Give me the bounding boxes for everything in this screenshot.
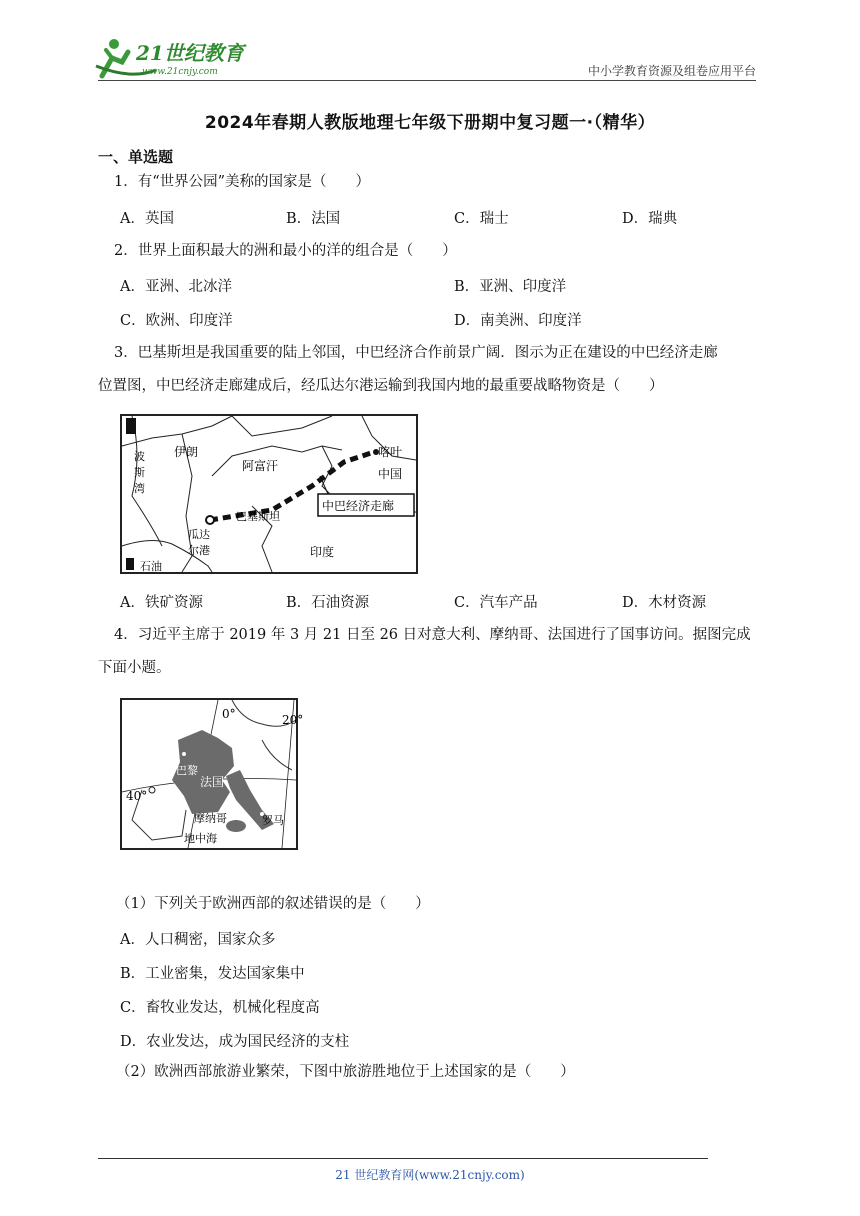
svg-text:地中海: 地中海 (184, 832, 217, 845)
q4-sub1-option-b: B．工业密集，发达国家集中 (120, 966, 305, 982)
q3-option-d: D．木材资源 (622, 595, 707, 611)
q4-sub2-stem: （2）欧洲西部旅游业繁荣，下图中旅游胜地位于上述国家的是（ ） (116, 1064, 575, 1080)
question-2-stem: 2．世界上面积最大的洲和最小的洋的组合是（ ） (114, 243, 457, 259)
q1-option-b: B．法国 (286, 211, 341, 227)
svg-text:www.21cnjy.com: www.21cnjy.com (142, 67, 218, 77)
svg-text:喀叶: 喀叶 (378, 445, 403, 459)
q4-sub1-option-d: D．农业发达，成为国民经济的支柱 (120, 1034, 350, 1050)
svg-text:40°: 40° (126, 789, 148, 803)
site-logo (92, 36, 262, 80)
page-title: 2024年春期人教版地理七年级下册期中复习题一·（精华） (204, 113, 656, 133)
section-heading: 一、单选题 (98, 148, 174, 166)
footer-link[interactable]: 21 世纪教育网(www.21cnjy.com) (335, 1168, 525, 1182)
question-3-stem-line1: 3．巴基斯坦是我国重要的陆上邻国，中巴经济合作前景广阔．图示为正在建设的中巴经济走廊 (114, 345, 718, 361)
header-platform-text: 中小学教育资源及组卷应用平台 (587, 64, 756, 78)
svg-text:20°: 20° (282, 713, 304, 727)
header-divider (98, 80, 756, 81)
svg-text:斯: 斯 (134, 466, 145, 479)
svg-text:波: 波 (134, 450, 145, 463)
q4-sub1-option-a: A．人口稠密，国家众多 (120, 932, 276, 948)
q2-option-c: C．欧洲、印度洋 (120, 313, 233, 329)
q4-sub1-option-c: C．畜牧业发达，机械化程度高 (120, 1000, 320, 1016)
cpec-map (120, 414, 418, 574)
q2-option-a: A．亚洲、北冰洋 (120, 279, 232, 295)
svg-text:印度: 印度 (310, 545, 335, 559)
svg-text:瓜达: 瓜达 (188, 528, 210, 541)
svg-text:罗马: 罗马 (262, 814, 284, 827)
question-3-stem-line2: 位置图，中巴经济走廊建成后，经瓜达尔港运输到我国内地的最重要战略物资是（ ） (98, 378, 664, 394)
svg-text:0°: 0° (222, 707, 236, 721)
svg-text:21世纪教育: 21世纪教育 (136, 41, 244, 65)
q3-option-b: B．石油资源 (286, 595, 370, 611)
q1-option-a: A．英国 (120, 211, 174, 227)
svg-text:伊朗: 伊朗 (174, 445, 199, 459)
q1-option-d: D．瑞典 (622, 211, 678, 227)
q2-option-d: D．南美洲、印度洋 (454, 313, 582, 329)
q3-option-c: C．汽车产品 (454, 595, 538, 611)
svg-text:中国: 中国 (378, 467, 403, 481)
svg-text:石油: 石油 (140, 560, 162, 573)
q4-sub1-stem: （1）下列关于欧洲西部的叙述错误的是（ ） (116, 896, 430, 912)
svg-text:中巴经济走廊: 中巴经济走廊 (322, 499, 395, 513)
question-1-stem: 1．有“世界公园”美称的国家是（ ） (114, 174, 371, 190)
q3-option-a: A．铁矿资源 (120, 595, 203, 611)
runner-logo-icon (92, 36, 262, 80)
q1-option-c: C．瑞士 (454, 211, 509, 227)
svg-text:阿富汗: 阿富汗 (242, 459, 279, 473)
svg-text:巴黎: 巴黎 (176, 764, 198, 777)
svg-text:湾: 湾 (134, 482, 145, 495)
svg-text:巴基斯坦: 巴基斯坦 (236, 510, 280, 523)
svg-text:摩纳哥: 摩纳哥 (194, 812, 227, 825)
svg-text:尔港: 尔港 (188, 544, 210, 557)
svg-text:法国: 法国 (200, 775, 225, 789)
question-4-stem-line2: 下面小题。 (98, 660, 171, 676)
q2-option-b: B．亚洲、印度洋 (454, 279, 567, 295)
europe-map (120, 698, 304, 850)
question-4-stem-line1: 4．习近平主席于 2019 年 3 月 21 日至 26 日对意大利、摩纳哥、法国进行了国事访问。据图完成 (114, 627, 751, 643)
footer-divider (98, 1158, 708, 1159)
